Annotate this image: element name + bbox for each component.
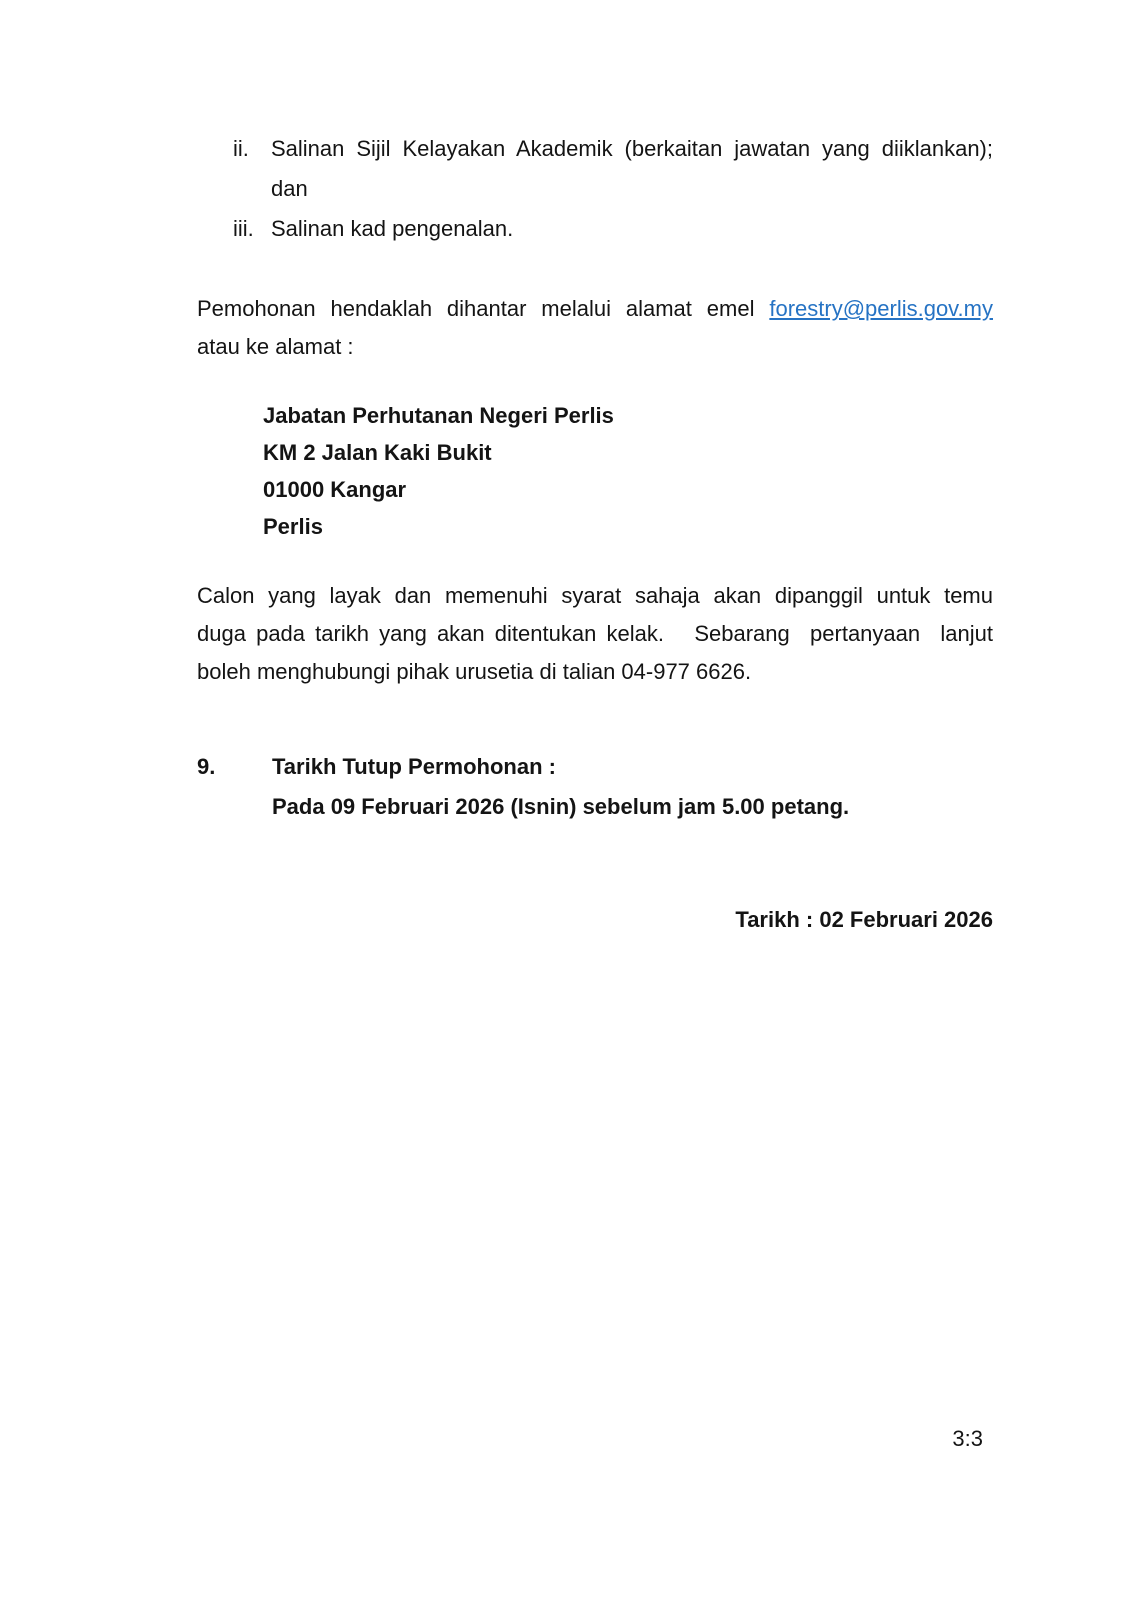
- paragraph-line: boleh menghubungi pihak urusetia di talian 04-977 6626.: [197, 659, 752, 684]
- section-text: [272, 747, 993, 827]
- closing-date-body: Pada 09 Februari 2026 (Isnin) sebelum jam 5.00 petang.: [272, 794, 850, 819]
- address-line-state: Perlis: [263, 514, 323, 539]
- paragraph-line: Calon yang layak dan memenuhi syarat sahaja akan dipanggil untuk temu: [197, 583, 993, 608]
- list-item-line: dan: [271, 176, 308, 201]
- paragraph-line: [197, 290, 993, 328]
- email-link[interactable]: forestry@perlis.gov.my: [769, 296, 993, 321]
- address-block: [197, 397, 993, 545]
- list-item-text: [271, 129, 993, 209]
- section-number: 9.: [197, 754, 216, 779]
- address-line-street: KM 2 Jalan Kaki Bukit: [263, 440, 492, 465]
- paragraph-line: atau ke alamat :: [197, 334, 354, 359]
- list-marker: iii.: [233, 216, 254, 241]
- paragraph-text: Pemohonan hendaklah dihantar melalui alamat emel: [197, 296, 770, 321]
- list-item-iii: [197, 209, 993, 249]
- list-item-ii: [197, 129, 993, 209]
- paragraph-email: [197, 290, 993, 366]
- paragraph-line: duga pada tarikh yang akan ditentukan kelak. Sebarang pertanyaan lanjut: [197, 621, 993, 646]
- list-item-line: Salinan kad pengenalan.: [271, 216, 514, 241]
- address-line-postcode-city: 01000 Kangar: [263, 477, 407, 502]
- list-item-text: [271, 209, 993, 249]
- closing-date-title: Tarikh Tutup Permohonan :: [272, 754, 556, 779]
- address-line-department: Jabatan Perhutanan Negeri Perlis: [263, 403, 614, 428]
- page-number: 3:3: [952, 1426, 983, 1451]
- paragraph-eligibility: [197, 577, 993, 691]
- section-closing-date: [197, 747, 993, 827]
- attachment-list: [197, 129, 993, 249]
- list-marker: ii.: [233, 136, 249, 161]
- list-item-line: Salinan Sijil Kelayakan Akademik (berkaitan jawatan yang diiklankan);: [271, 136, 993, 161]
- issue-date: Tarikh : 02 Februari 2026: [735, 907, 993, 932]
